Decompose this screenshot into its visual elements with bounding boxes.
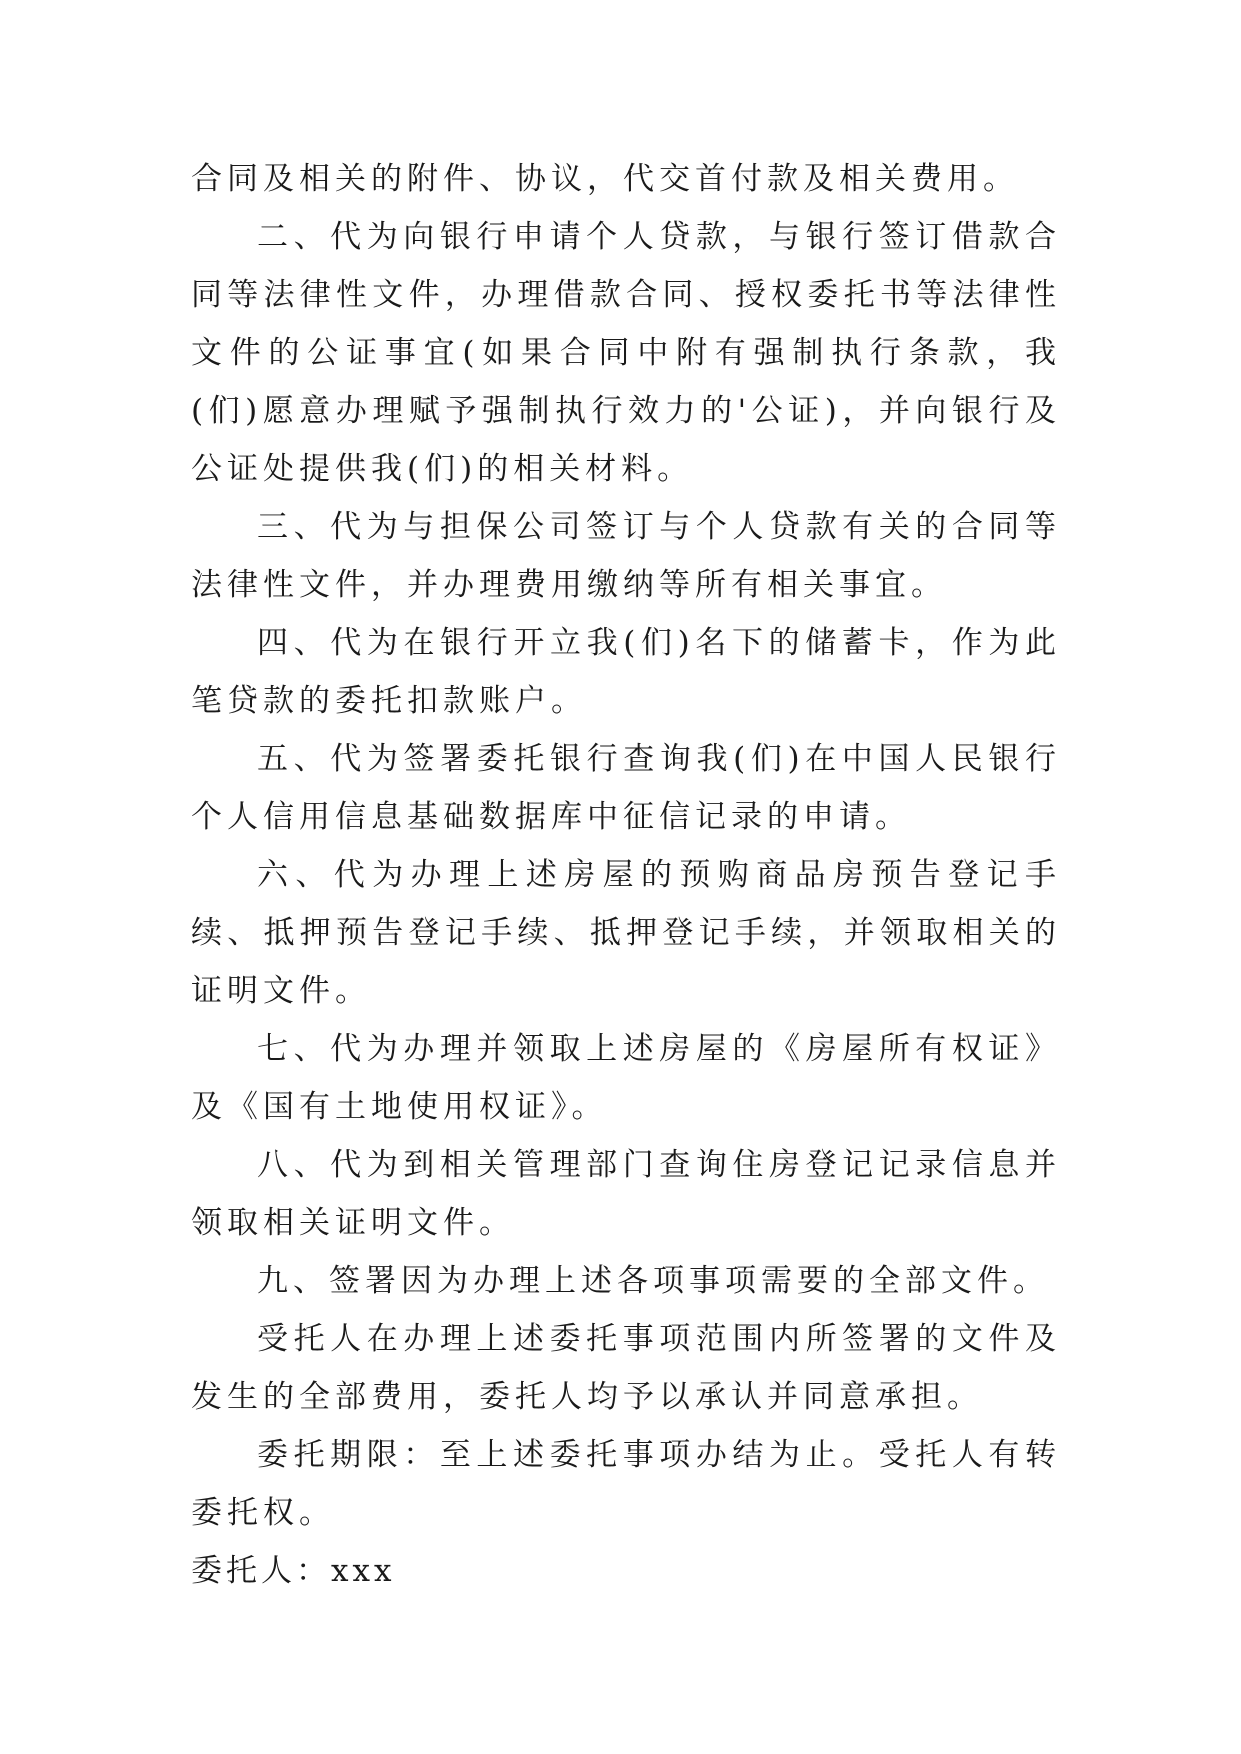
paragraph-1: 合同及相关的附件、协议，代交首付款及相关费用。 [191, 161, 1019, 197]
paragraph-3: 三、代为与担保公司签订与个人贷款有关的合同等法律性文件，并办理费用缴纳等所有相关事宜。 [191, 509, 1061, 603]
paragraph-7: 七、代为办理并领取上述房屋的《房屋所有权证》及《国有土地使用权证》。 [191, 1031, 1061, 1125]
paragraph-8: 八、代为到相关管理部门查询住房登记记录信息并领取相关证明文件。 [191, 1147, 1061, 1241]
paragraph-11: 委托期限：至上述委托事项办结为止。受托人有转委托权。 [191, 1437, 1061, 1531]
paragraph-9: 九、签署因为办理上述各项事项需要的全部文件。 [257, 1263, 1049, 1299]
signature-line: 委托人：xxx [191, 1553, 396, 1589]
document-body [191, 150, 1061, 1600]
paragraph-10: 受托人在办理上述委托事项范围内所签署的文件及发生的全部费用，委托人均予以承认并同意承担。 [191, 1321, 1061, 1415]
paragraph-5: 五、代为签署委托银行查询我(们)在中国人民银行个人信用信息基础数据库中征信记录的申请。 [191, 741, 1061, 835]
paragraph-2: 二、代为向银行申请个人贷款，与银行签订借款合同等法律性文件，办理借款合同、授权委托书等法律性文件的公证事宜(如果合同中附有强制执行条款，我(们)愿意办理赋予强制执行效力的'公证)，并向银行及公证处提供我(们)的相关材料。 [191, 219, 1061, 487]
paragraph-4: 四、代为在银行开立我(们)名下的储蓄卡，作为此笔贷款的委托扣款账户。 [191, 625, 1061, 719]
paragraph-6: 六、代为办理上述房屋的预购商品房预告登记手续、抵押预告登记手续、抵押登记手续，并领取相关的证明文件。 [191, 857, 1061, 1009]
